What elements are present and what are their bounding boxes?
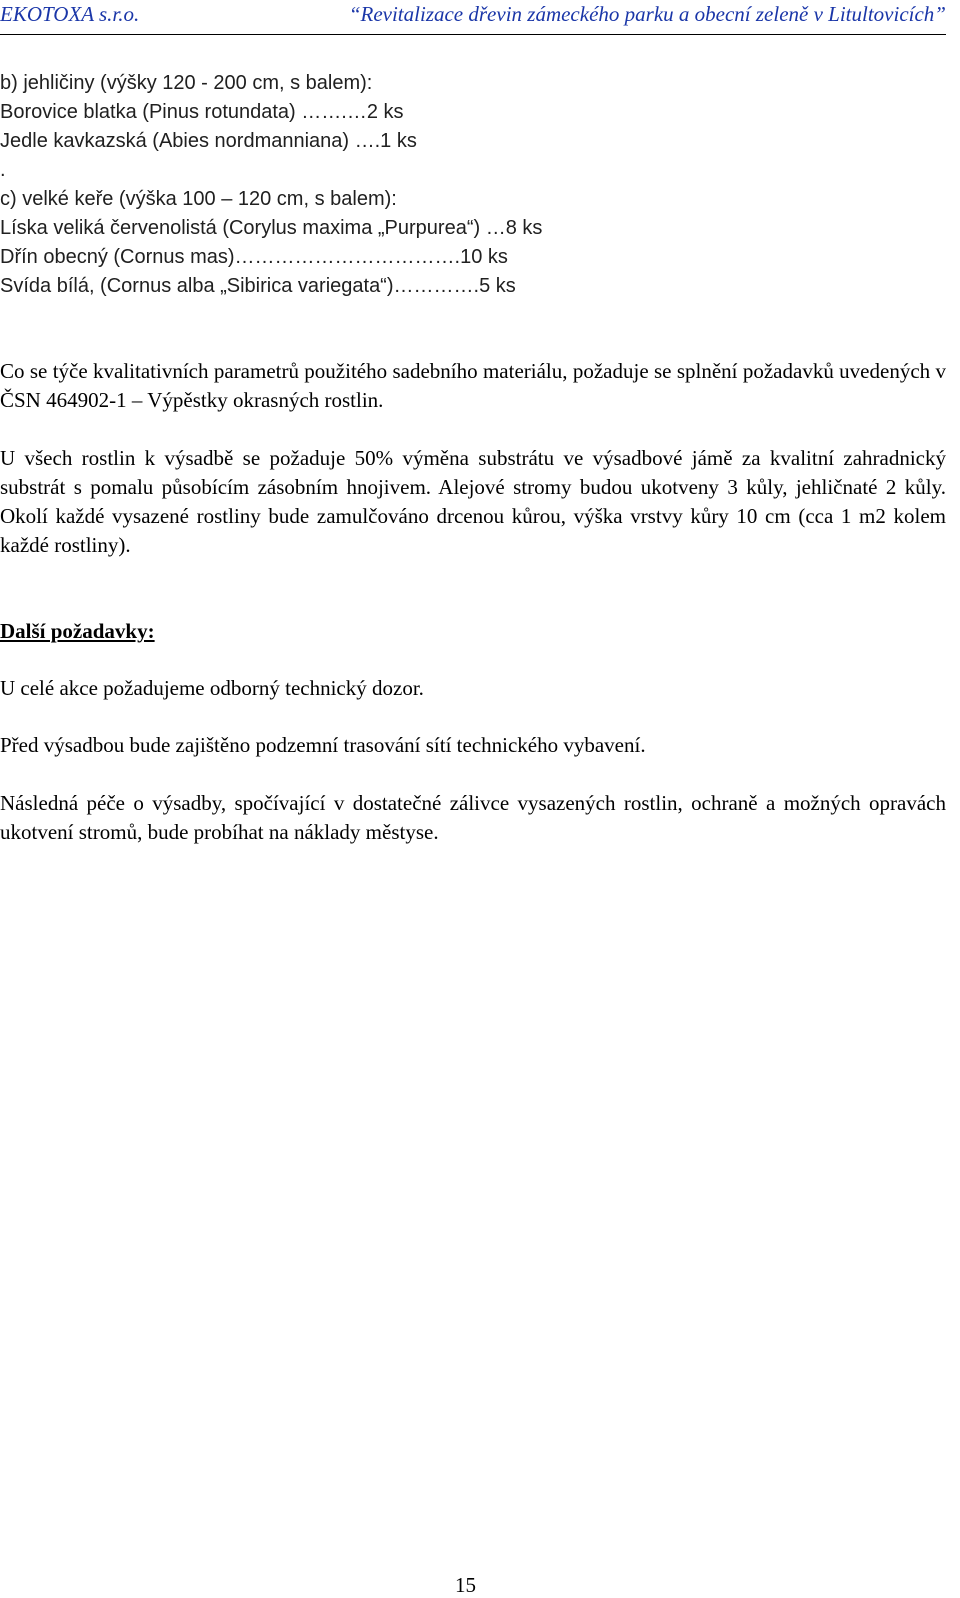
- page-number: 15: [455, 1573, 476, 1597]
- plant-list-line: Jedle kavkazská (Abies nordmanniana) ….1 ks: [0, 130, 417, 152]
- plant-list-line: b) jehličiny (výšky 120 - 200 cm, s balem):: [0, 72, 373, 94]
- header-project-title: “Revitalizace dřevin zámeckého parku a obecní zeleně v Litultovicích”: [348, 2, 946, 26]
- header-company: EKOTOXA s.r.o.: [0, 2, 140, 26]
- plant-list-line: c) velké keře (výška 100 – 120 cm, s balem):: [0, 188, 397, 210]
- aftercare-paragraph: Následná péče o výsadby, spočívající v dostatečné zálivce vysazených rostlin, ochraně a možných opravách ukotvení stromů, bude probíhat na náklady městyse.: [0, 791, 946, 844]
- plant-list-line: Svída bílá, (Cornus alba „Sibirica variegata“)………….5 ks: [0, 275, 516, 297]
- plant-list-line: Líska veliká červenolistá (Corylus maxima „Purpurea“) …8 ks: [0, 217, 543, 239]
- plant-list-line: Borovice blatka (Pinus rotundata) …….…2 ks: [0, 101, 404, 123]
- supervision-paragraph: U celé akce požadujeme odborný technický dozor.: [0, 676, 424, 700]
- utilities-paragraph: Před výsadbou bude zajištěno podzemní trasování sítí technického vybavení.: [0, 733, 646, 757]
- planting-paragraph: U všech rostlin k výsadbě se požaduje 50% výměna substrátu ve výsadbové jámě za kvalitní zahradnický substrát s pomalu působícím zásobním hnojivem. Alejové stromy budou ukotveny 3 kůly, jehličnaté 2 kůly. Okolí každé vysazené rostliny bude zamulčováno drcenou kůrou, výška vrstvy kůry 10 cm (cca 1 m2 kolem každé rostliny).: [0, 446, 946, 557]
- requirements-heading: Další požadavky:: [0, 619, 155, 643]
- page-header: [0, 0, 946, 35]
- quality-paragraph: Co se týče kvalitativních parametrů použitého sadebního materiálu, požaduje se splnění požadavků uvedených v ČSN 464902-1 – Výpěstky okrasných rostlin.: [0, 359, 946, 412]
- plant-list-line: .: [0, 159, 6, 181]
- plant-list: [0, 69, 946, 301]
- plant-list-line: Dřín obecný (Cornus mas)…………………………….10 ks: [0, 246, 508, 268]
